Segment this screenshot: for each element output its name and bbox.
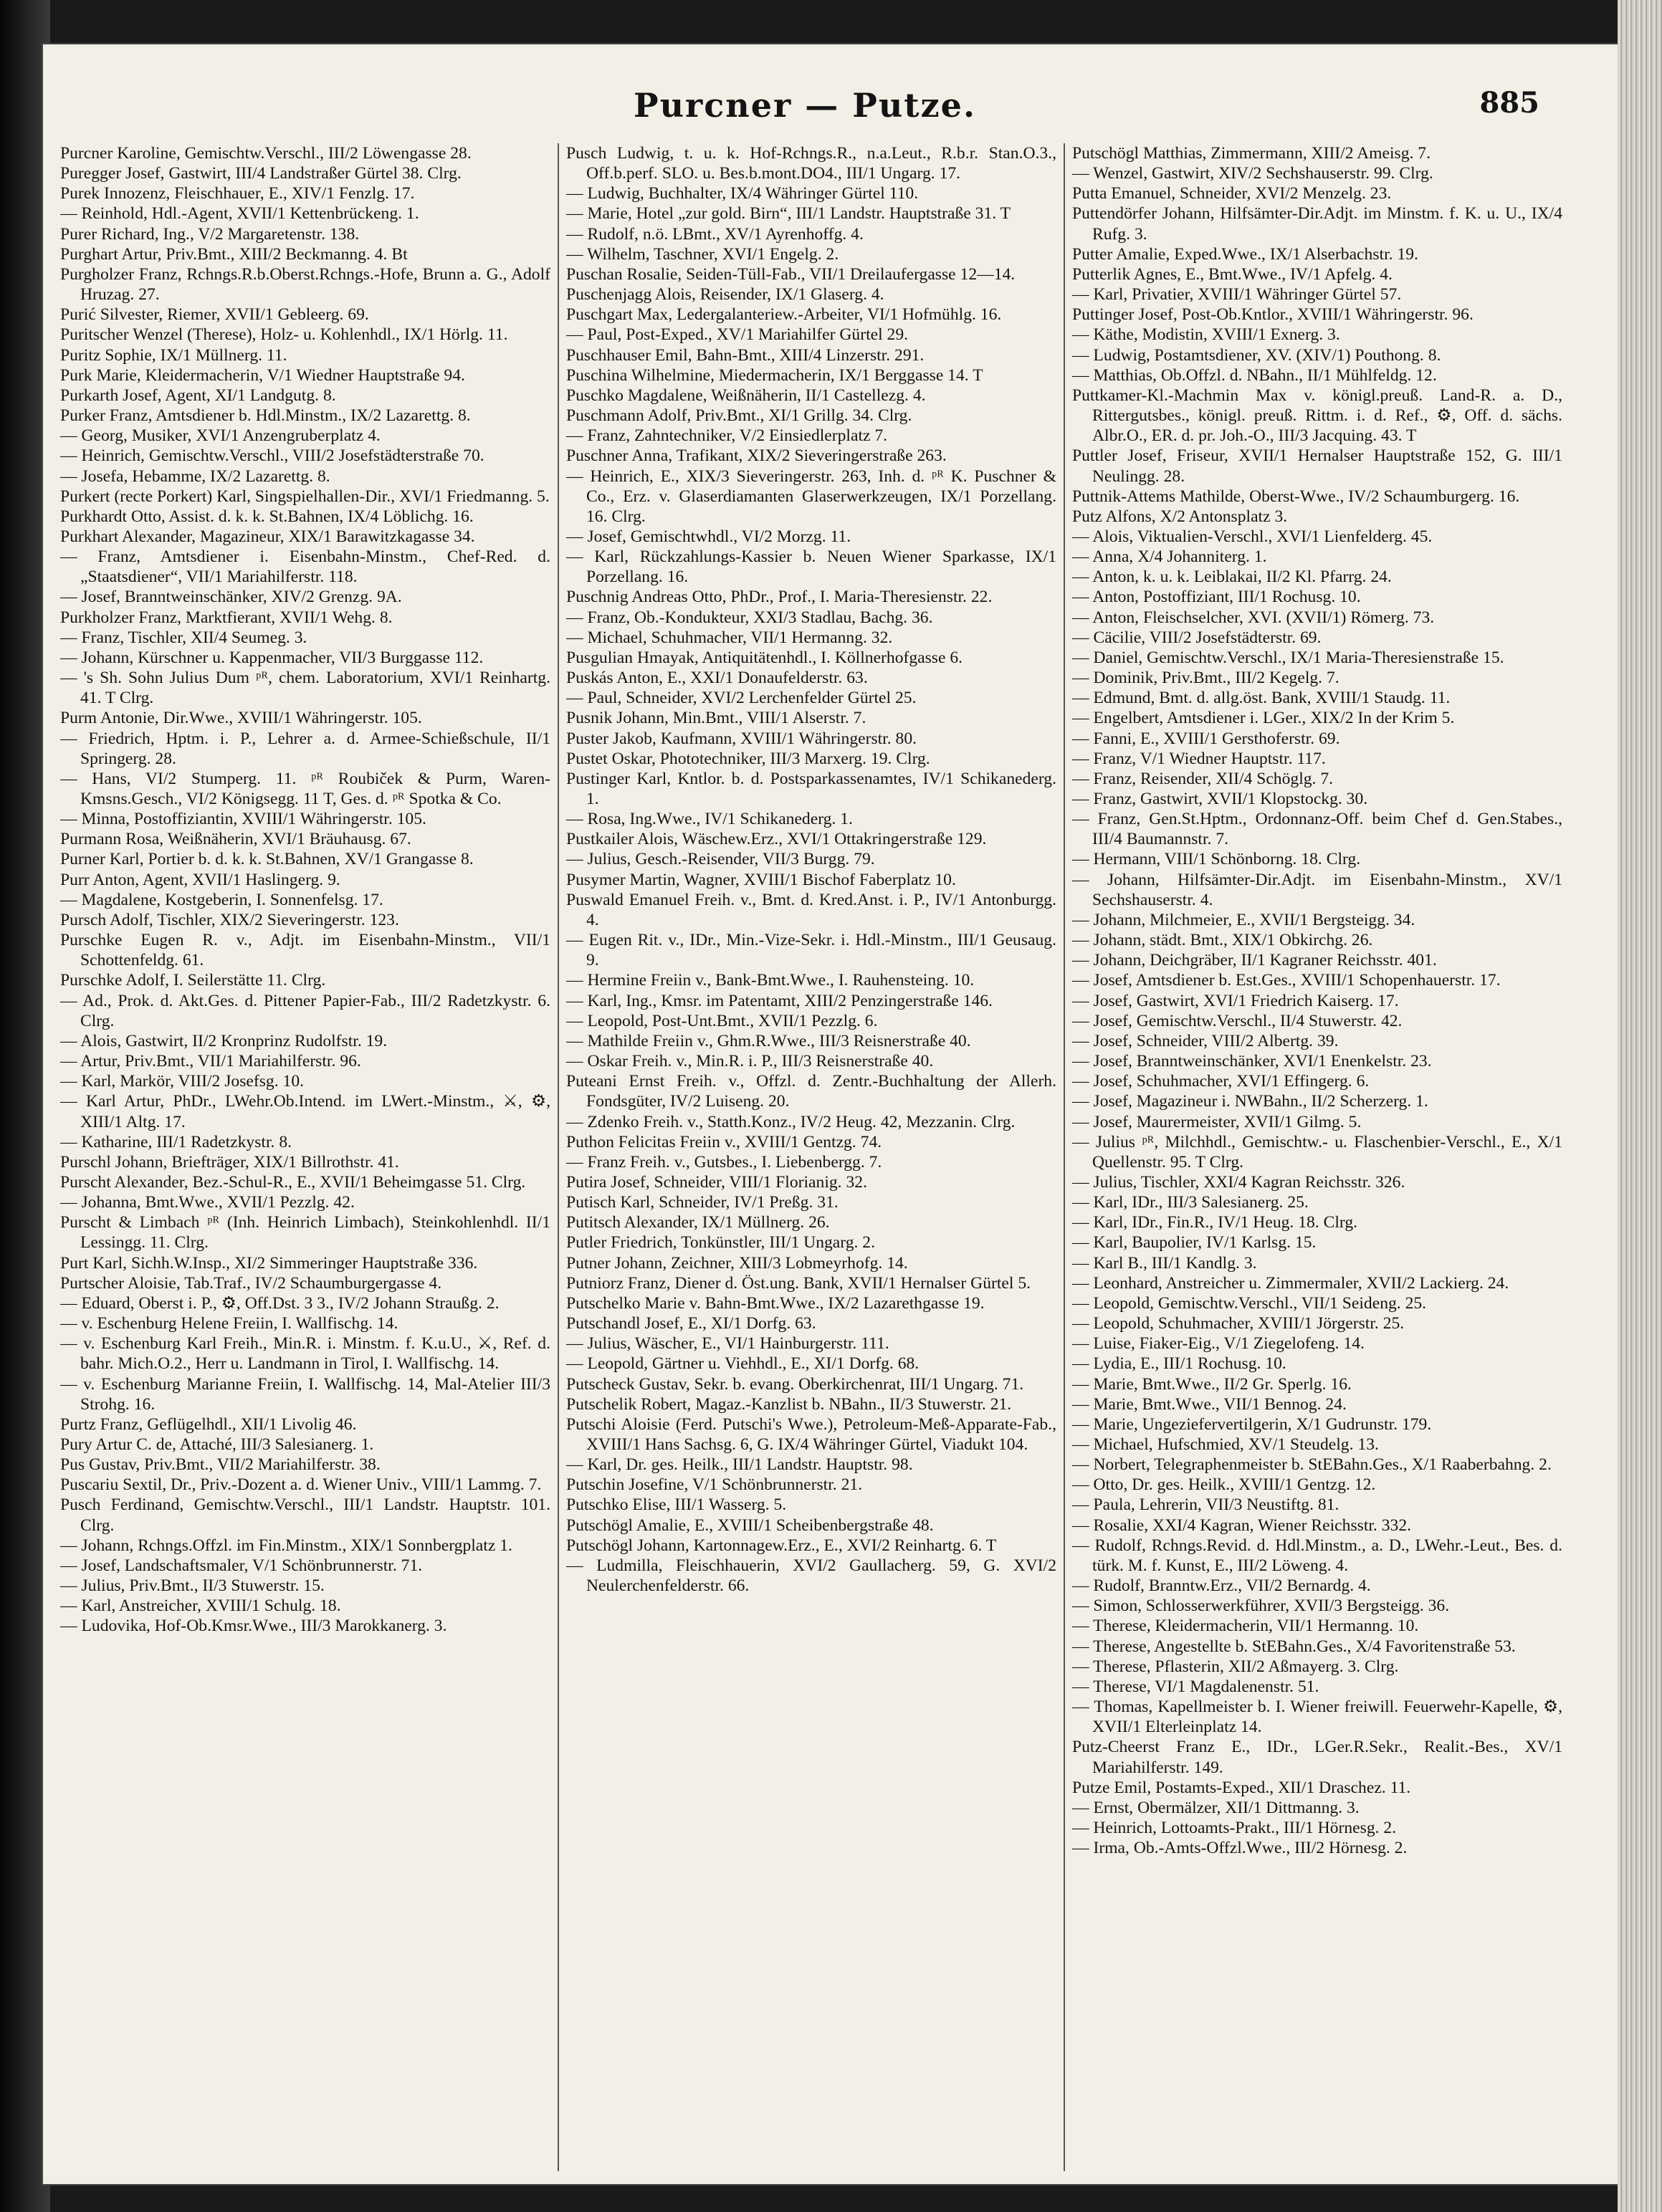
directory-entry: — Johann, Milchmeier, E., XVII/1 Bergsteigg. 34.: [1072, 910, 1415, 929]
directory-entry: — Dominik, Priv.Bmt., III/2 Kegelg. 7.: [1072, 669, 1339, 688]
directory-entry: — Marie, Bmt.Wwe., VII/1 Bennog. 24.: [1072, 1394, 1347, 1414]
directory-entry: — Ernst, Obermälzer, XII/1 Dittmanng. 3.: [1072, 1798, 1360, 1817]
directory-entry: Puschenjagg Alois, Reisender, IX/1 Glaserg. 4.: [566, 285, 884, 305]
directory-entry: Purker Franz, Amtsdiener b. Hdl.Minstm., IX/2 Lazarettg. 8.: [60, 406, 471, 426]
directory-entry: — Anton, k. u. k. Leiblakai, II/2 Kl. Pfarrg. 24.: [1072, 568, 1392, 587]
directory-entry: — Marie, Bmt.Wwe., II/2 Gr. Sperlg. 16.: [1072, 1374, 1352, 1394]
directory-entry: Puttnik-Attems Mathilde, Oberst-Wwe., IV/2 Schaumburgerg. 16.: [1072, 487, 1520, 506]
directory-entry: Putisch Karl, Schneider, IV/1 Preßg. 31.: [566, 1193, 839, 1212]
directory-entry: Purgholzer Franz, Rchngs.R.b.Oberst.Rchngs.-Hofe, Brunn a. G., Adolf Hruzag. 27.: [60, 264, 550, 305]
directory-entry: — Rosalie, XXI/4 Kagran, Wiener Reichsstr. 332.: [1072, 1516, 1412, 1535]
directory-entry: Putta Emanuel, Schneider, XVI/2 Menzelg. 23.: [1072, 184, 1392, 204]
directory-entry: Pusgulian Hmayak, Antiquitätenhdl., I. Köllnerhofgasse 6.: [566, 648, 963, 667]
directory-entry: — Anton, Fleischselcher, XVI. (XVII/1) Römerg. 73.: [1072, 608, 1435, 627]
directory-entry: Putira Josef, Schneider, VIII/1 Florianig. 32.: [566, 1172, 867, 1192]
directory-entry: Putschelko Marie v. Bahn-Bmt.Wwe., IX/2 Lazarethgasse 19.: [566, 1293, 985, 1313]
directory-entry: Puskás Anton, E., XXI/1 Donaufelderstr. 63.: [566, 669, 868, 688]
directory-entry: — Hermann, VIII/1 Schönborng. 18. Clrg.: [1072, 850, 1361, 869]
directory-entry: — Heinrich, Gemischtw.Verschl., VIII/2 Josefstädterstraße 70.: [60, 446, 484, 466]
directory-entry: — Karl, IDr., Fin.R., IV/1 Heug. 18. Clrg.: [1072, 1213, 1358, 1232]
directory-entry: — Julius, Priv.Bmt., II/3 Stuwerstr. 15.: [60, 1576, 325, 1596]
directory-entry: Purkhart Alexander, Magazineur, XIX/1 Barawitzkagasse 34.: [60, 527, 475, 546]
directory-entry: Purkert (recte Porkert) Karl, Singspielhallen-Dir., XVI/1 Friedmanng. 5.: [60, 487, 550, 506]
directory-entry: Purmann Rosa, Weißnäherin, XVI/1 Bräuhausg. 67.: [60, 830, 411, 849]
directory-entry: Putschin Josefine, V/1 Schönbrunnerstr. 21.: [566, 1475, 863, 1495]
directory-entry: — Georg, Musiker, XVI/1 Anzengruberplatz 4.: [60, 426, 381, 446]
directory-entry: Purtscher Aloisie, Tab.Traf., IV/2 Schaumburgergasse 4.: [60, 1273, 442, 1293]
directory-entry: — Magdalene, Kostgeberin, I. Sonnenfelsg. 17.: [60, 890, 383, 909]
book-page-edges: [1618, 0, 1662, 2212]
directory-entry: Purer Richard, Ing., V/2 Margaretenstr. 138.: [60, 224, 360, 244]
directory-entry: Purek Innozenz, Fleischhauer, E., XIV/1 Fenzlg. 17.: [60, 184, 415, 204]
directory-entry: Putschko Elise, III/1 Wasserg. 5.: [566, 1495, 787, 1515]
directory-entry: — Therese, Pflasterin, XII/2 Aßmayerg. 3. Clrg.: [1072, 1657, 1399, 1676]
directory-entry: — Anna, X/4 Johanniterg. 1.: [1072, 547, 1267, 567]
directory-entry: — Matthias, Ob.Offzl. d. NBahn., II/1 Mühlfeldg. 12.: [1072, 365, 1437, 385]
directory-entry: Puschner Anna, Trafikant, XIX/2 Sieveringerstraße 263.: [566, 446, 947, 466]
directory-entry: — Karl, Ing., Kmsr. im Patentamt, XIII/2 Penzingerstraße 146.: [566, 991, 993, 1010]
directory-entry: — Josef, Landschaftsmaler, V/1 Schönbrunnerstr. 71.: [60, 1556, 423, 1575]
directory-entry: — Josef, Schuhmacher, XVI/1 Effingerg. 6.: [1072, 1072, 1370, 1091]
directory-entry: — Katharine, III/1 Radetzkystr. 8.: [60, 1132, 292, 1152]
directory-entry: Putschi Aloisie (Ferd. Putschi's Wwe.), Petroleum-Meß-Apparate-Fab., XVIII/1 Hans Sachsg. 6, G. IX/4 Währinger Gürtel, Viadukt 104.: [566, 1414, 1056, 1454]
directory-entry: — Artur, Priv.Bmt., VII/1 Mariahilferstr. 96.: [60, 1052, 361, 1071]
directory-entry: Puregger Josef, Gastwirt, III/4 Landstraßer Gürtel 38. Clrg.: [60, 164, 462, 183]
directory-entry: — Heinrich, E., XIX/3 Sieveringerstr. 263, Inh. d. ᵖᴿ K. Puschner & Co., Erz. v. Glaserdiamanten Glaserwerkzeugen, IX/1 Porzellang. 16. Clrg.: [566, 466, 1056, 526]
directory-entry: — Karl, Dr. ges. Heilk., III/1 Landstr. Hauptstr. 98.: [566, 1455, 913, 1475]
directory-entry: Putz-Cheerst Franz E., IDr., LGer.R.Sekr., Realit.-Bes., XV/1 Mariahilferstr. 149.: [1072, 1738, 1562, 1777]
directory-entry: Putschögl Matthias, Zimmermann, XIII/2 Ameisg. 7.: [1072, 144, 1431, 163]
directory-entry: — Karl, Baupolier, IV/1 Karlsg. 15.: [1072, 1233, 1317, 1253]
directory-entry: — Mathilde Freiin v., Ghm.R.Wwe., III/3 Reisnerstraße 40.: [566, 1031, 971, 1050]
directory-entry: Puttler Josef, Friseur, XVII/1 Hernalser Hauptstraße 152, G. III/1 Neulingg. 28.: [1072, 446, 1562, 486]
directory-entry: — Wenzel, Gastwirt, XIV/2 Sechshauserstr. 99. Clrg.: [1072, 164, 1433, 183]
directory-entry: Putschögl Johann, Kartonnagew.Erz., E., XVI/2 Reinhartg. 6. T: [566, 1536, 997, 1555]
directory-entry: — Josef, Maurermeister, XVII/1 Gilmg. 5.: [1072, 1112, 1362, 1131]
directory-entry: Purghart Artur, Priv.Bmt., XIII/2 Beckmanng. 4. Bt: [60, 244, 408, 264]
directory-entry: — Leopold, Post-Unt.Bmt., XVII/1 Pezzlg. 6.: [566, 1011, 878, 1030]
directory-entry: Purscht & Limbach ᵖᴿ (Inh. Heinrich Limbach), Steinkohlenhdl. II/1 Lessingg. 11. Clrg.: [60, 1213, 550, 1253]
directory-entry: — Josef, Branntweinschänker, XIV/2 Grenzg. 9A.: [60, 588, 402, 607]
directory-entry: Pustkailer Alois, Wäschew.Erz., XVI/1 Ottakringerstraße 129.: [566, 830, 987, 849]
directory-entry: Purk Marie, Kleidermacherin, V/1 Wiedner Hauptstraße 94.: [60, 365, 465, 385]
directory-entry: — Friedrich, Hptm. i. P., Lehrer a. d. Armee-Schießschule, II/1 Springerg. 28.: [60, 729, 550, 768]
directory-entry: Purr Anton, Agent, XVII/1 Haslingerg. 9.: [60, 870, 340, 889]
directory-entry: — Paul, Schneider, XVI/2 Lerchenfelder Gürtel 25.: [566, 689, 917, 708]
directory-entry: — Simon, Schlosserwerkführer, XVII/3 Bergsteigg. 36.: [1072, 1596, 1450, 1616]
directory-entry: — Karl Artur, PhDr., LWehr.Ob.Intend. im LWert.-Minstm., ⚔, ⚙, XIII/1 Altg. 17.: [60, 1092, 550, 1131]
directory-entry: — Wilhelm, Taschner, XVI/1 Engelg. 2.: [566, 244, 839, 264]
directory-entry: Putschandl Josef, E., XI/1 Dorfg. 63.: [566, 1314, 816, 1334]
directory-entry: — v. Eschenburg Marianne Freiin, I. Wallfischg. 14, Mal-Atelier III/3 Strohg. 16.: [60, 1374, 550, 1414]
column-divider: [558, 143, 559, 2171]
directory-entry: Pusnik Johann, Min.Bmt., VIII/1 Alserstr. 7.: [566, 709, 866, 728]
directory-entry: Pus Gustav, Priv.Bmt., VII/2 Mariahilferstr. 38.: [60, 1455, 381, 1475]
directory-entry: — Otto, Dr. ges. Heilk., XVIII/1 Gentzg. 12.: [1072, 1475, 1376, 1495]
directory-entry: Putniorz Franz, Diener d. Öst.ung. Bank, XVII/1 Hernalser Gürtel 5.: [566, 1273, 1031, 1293]
directory-entry: — Leopold, Gemischtw.Verschl., VII/1 Seideng. 25.: [1072, 1293, 1427, 1313]
directory-entry: — Johann, Hilfsämter-Dir.Adjt. im Eisenbahn-Minstm., XV/1 Sechshauserstr. 4.: [1072, 870, 1562, 909]
directory-entry: — Marie, Ungeziefervertilgerin, X/1 Gudrunstr. 179.: [1072, 1414, 1432, 1434]
directory-entry: — Michael, Hufschmied, XV/1 Steudelg. 13.: [1072, 1435, 1379, 1454]
directory-entry: — Josef, Gemischtwhdl., VI/2 Morzg. 11.: [566, 527, 851, 546]
directory-entry: — Johann, Deichgräber, II/1 Kagraner Reichsstr. 401.: [1072, 951, 1437, 970]
directory-column-3: [1072, 143, 1562, 2171]
directory-entry: Puritscher Wenzel (Therese), Holz- u. Kohlenhdl., IX/1 Hörlg. 11.: [60, 325, 508, 345]
directory-entry: — v. Eschenburg Karl Freih., Min.R. i. Minstm. f. K.u.U., ⚔, Ref. d. bahr. Mich.O.2., Herr u. Landmann in Tirol, I. Wallfischg. 14.: [60, 1334, 550, 1374]
directory-entry: Purt Karl, Sichh.W.Insp., XI/2 Simmeringer Hauptstraße 336.: [60, 1253, 478, 1273]
directory-entry: — Rosa, Ing.Wwe., IV/1 Schikanederg. 1.: [566, 810, 853, 829]
directory-entry: — Rudolf, n.ö. LBmt., XV/1 Ayrenhoffg. 4.: [566, 224, 864, 244]
directory-entry: — Josefa, Hebamme, IX/2 Lazarettg. 8.: [60, 466, 330, 486]
directory-entry: — Paul, Post-Exped., XV/1 Mariahilfer Gürtel 29.: [566, 325, 909, 345]
directory-entry: — Käthe, Modistin, XVIII/1 Exnerg. 3.: [1072, 325, 1340, 345]
directory-entry: Purkholzer Franz, Marktfierant, XVII/1 Wehg. 8.: [60, 608, 393, 627]
directory-entry: Purkhardt Otto, Assist. d. k. k. St.Bahnen, IX/4 Löblichg. 16.: [60, 507, 474, 526]
directory-entry: Putschögl Amalie, E., XVIII/1 Scheibenbergstraße 48.: [566, 1516, 934, 1535]
directory-entry: — Karl, Anstreicher, XVIII/1 Schulg. 18.: [60, 1596, 341, 1616]
directory-entry: — Paula, Lehrerin, VII/3 Neustiftg. 81.: [1072, 1495, 1339, 1515]
directory-entry: — Franz, Tischler, XII/4 Seumeg. 3.: [60, 628, 307, 647]
directory-entry: — Engelbert, Amtsdiener i. LGer., XIX/2 In der Krim 5.: [1072, 709, 1455, 728]
directory-entry: — Josef, Amtsdiener b. Est.Ges., XVIII/1 Schopenhauerstr. 17.: [1072, 971, 1501, 990]
directory-entry: — Marie, Hotel „zur gold. Birn“, III/1 Landstr. Hauptstraße 31. T: [566, 204, 1011, 224]
directory-entry: — Franz, V/1 Wiedner Hauptstr. 117.: [1072, 749, 1326, 768]
directory-entry: — Leopold, Schuhmacher, XVIII/1 Jörgerstr. 25.: [1072, 1314, 1405, 1334]
directory-entry: Putter Amalie, Exped.Wwe., IX/1 Alserbachstr. 19.: [1072, 244, 1418, 264]
directory-entry: Purkarth Josef, Agent, XI/1 Landgutg. 8.: [60, 386, 336, 405]
page-number: 885: [1479, 86, 1539, 120]
directory-entry: Putterlik Agnes, E., Bmt.Wwe., IV/1 Apfelg. 4.: [1072, 264, 1393, 284]
directory-entry: — Franz, Ob.-Kondukteur, XXI/3 Stadlau, Bachg. 36.: [566, 608, 933, 627]
directory-entry: Purner Karl, Portier b. d. k. k. St.Bahnen, XV/1 Grangasse 8.: [60, 850, 474, 869]
directory-entry: Pursch Adolf, Tischler, XIX/2 Sieveringerstr. 123.: [60, 910, 399, 929]
page-title: Purcner — Putze.: [634, 86, 976, 125]
directory-entry: — Rudolf, Branntw.Erz., VII/2 Bernardg. 4.: [1072, 1576, 1371, 1596]
directory-entry: Purschl Johann, Briefträger, XIX/1 Billrothstr. 41.: [60, 1152, 399, 1172]
directory-entry: Putz Alfons, X/2 Antonsplatz 3.: [1072, 507, 1288, 526]
directory-entry: Purscht Alexander, Bez.-Schul-R., E., XVII/1 Beheimgasse 51. Clrg.: [60, 1172, 526, 1192]
directory-entry: — Fanni, E., XVIII/1 Gersthoferstr. 69.: [1072, 729, 1340, 748]
directory-entry: — Therese, VI/1 Magdalenenstr. 51.: [1072, 1677, 1319, 1696]
directory-entry: — Johann, städt. Bmt., XIX/1 Obkirchg. 26.: [1072, 931, 1373, 950]
column-divider: [1064, 143, 1065, 2171]
directory-entry: Putner Johann, Zeichner, XIII/3 Lobmeyrhofg. 14.: [566, 1253, 908, 1273]
directory-entry: — Cäcilie, VIII/2 Josefstädterstr. 69.: [1072, 628, 1322, 647]
directory-entry: Puritz Sophie, IX/1 Müllnerg. 11.: [60, 345, 287, 365]
directory-page: [42, 43, 1627, 2185]
directory-entry: — Johann, Kürschner u. Kappenmacher, VII/3 Burggasse 112.: [60, 648, 484, 667]
directory-entry: — Franz, Amtsdiener i. Eisenbahn-Minstm., Chef-Red. d. „Staatsdiener“, VII/1 Mariahilferstr. 118.: [60, 547, 550, 587]
directory-entry: Purcner Karoline, Gemischtw.Verschl., III/2 Löwengasse 28.: [60, 144, 472, 163]
directory-entry: — Franz, Zahntechniker, V/2 Einsiedlerplatz 7.: [566, 426, 888, 446]
directory-entry: — Josef, Gastwirt, XVI/1 Friedrich Kaiserg. 17.: [1072, 991, 1399, 1010]
directory-entry: Pusch Ludwig, t. u. k. Hof-Rchngs.R., n.a.Leut., R.b.r. Stan.O.3., Off.b.perf. SLO. u. Bes.b.mont.DO4., III/1 Ungarg. 17.: [566, 144, 1056, 183]
directory-entry: Puschina Wilhelmine, Miedermacherin, IX/1 Berggasse 14. T: [566, 365, 983, 385]
directory-entry: — Johanna, Bmt.Wwe., XVII/1 Pezzlg. 42.: [60, 1193, 355, 1212]
directory-entry: Puttkamer-Kl.-Machmin Max v. königl.preuß. Land-R. a. D., Rittergutsbes., königl. preuß. Rittm. i. d. Ref., ⚙, Off. d. sächs. Albr.O., ER. d. pr. Joh.-O., III/3 Jacquing. 43. T: [1072, 386, 1562, 446]
directory-entry: — Leopold, Gärtner u. Viehhdl., E., XI/1 Dorfg. 68.: [566, 1354, 920, 1374]
directory-entry: — Eduard, Oberst i. P., ⚙, Off.Dst. 3 3., IV/2 Johann Straußg. 2.: [60, 1293, 500, 1313]
directory-entry: — Josef, Branntweinschänker, XVI/1 Enenkelstr. 23.: [1072, 1052, 1432, 1071]
directory-entry: — Lydia, E., III/1 Rochusg. 10.: [1072, 1354, 1286, 1374]
directory-column-2: [566, 143, 1056, 2171]
directory-entry: — Ludwig, Buchhalter, IX/4 Währinger Gürtel 110.: [566, 184, 919, 204]
directory-entry: — Therese, Kleidermacherin, VII/1 Hermanng. 10.: [1072, 1617, 1419, 1636]
directory-entry: — Alois, Gastwirt, II/2 Kronprinz Rudolfstr. 19.: [60, 1031, 388, 1050]
directory-columns: [60, 143, 1562, 2171]
directory-entry: Pustinger Karl, Kntlor. b. d. Postsparkassenamtes, IV/1 Schikanederg. 1.: [566, 769, 1056, 808]
directory-entry: Pusch Ferdinand, Gemischtw.Verschl., III/1 Landstr. Hauptstr. 101. Clrg.: [60, 1495, 550, 1535]
directory-entry: — Heinrich, Lottoamts-Prakt., III/1 Hörnesg. 2.: [1072, 1818, 1397, 1837]
directory-entry: — v. Eschenburg Helene Freiin, I. Wallfischg. 14.: [60, 1314, 398, 1334]
directory-entry: — Irma, Ob.-Amts-Offzl.Wwe., III/2 Hörnesg. 2.: [1072, 1839, 1408, 1858]
directory-entry: — Karl, IDr., III/3 Salesianerg. 25.: [1072, 1193, 1309, 1212]
directory-entry: — Zdenko Freih. v., Statth.Konz., IV/2 Heug. 42, Mezzanin. Clrg.: [566, 1112, 1016, 1131]
directory-entry: — Karl, Privatier, XVIII/1 Währinger Gürtel 57.: [1072, 285, 1402, 305]
directory-entry: — Franz, Gastwirt, XVII/1 Klopstockg. 30.: [1072, 790, 1368, 808]
directory-entry: — Leonhard, Anstreicher u. Zimmermaler, XVII/2 Lackierg. 24.: [1072, 1273, 1509, 1293]
directory-entry: — Franz, Reisender, XII/4 Schöglg. 7.: [1072, 769, 1334, 788]
directory-entry: Purtz Franz, Geflügelhdl., XII/1 Livolig 46.: [60, 1414, 357, 1434]
directory-entry: — Luise, Fiaker-Eig., V/1 Ziegelofeng. 14.: [1072, 1334, 1365, 1354]
directory-entry: — Therese, Angestellte b. StEBahn.Ges., X/4 Favoritenstraße 53.: [1072, 1637, 1516, 1656]
directory-entry: — Alois, Viktualien-Verschl., XVI/1 Lienfelderg. 45.: [1072, 527, 1433, 546]
directory-entry: — Julius, Wäscher, E., VI/1 Hainburgerstr. 111.: [566, 1334, 889, 1354]
directory-entry: Putscheck Gustav, Sekr. b. evang. Oberkirchenrat, III/1 Ungarg. 71.: [566, 1374, 1024, 1394]
directory-entry: Pusymer Martin, Wagner, XVIII/1 Bischof Faberplatz 10.: [566, 870, 956, 889]
directory-entry: — Anton, Postoffiziant, III/1 Rochusg. 10.: [1072, 588, 1361, 607]
directory-entry: — Julius, Tischler, XXI/4 Kagran Reichsstr. 326.: [1072, 1172, 1405, 1192]
directory-entry: Purschke Eugen R. v., Adjt. im Eisenbahn-Minstm., VII/1 Schottenfeldg. 61.: [60, 931, 550, 970]
directory-entry: Puschnig Andreas Otto, PhDr., Prof., I. Maria-Theresienstr. 22.: [566, 588, 993, 607]
directory-entry: Puschko Magdalene, Weißnäherin, II/1 Castellezg. 4.: [566, 386, 926, 405]
directory-entry: Puster Jakob, Kaufmann, XVIII/1 Währingerstr. 80.: [566, 729, 917, 748]
directory-entry: — Josef, Gemischtw.Verschl., II/4 Stuwerstr. 42.: [1072, 1011, 1403, 1030]
directory-entry: — Ludwig, Postamtsdiener, XV. (XIV/1) Pouthong. 8.: [1072, 345, 1441, 365]
directory-entry: — Rudolf, Rchngs.Revid. d. Hdl.Minstm., a. D., LWehr.-Leut., Bes. d. türk. M. f. Kunst, E., III/2 Löweng. 4.: [1072, 1536, 1562, 1575]
directory-entry: Puttendörfer Johann, Hilfsämter-Dir.Adjt. im Minstm. f. K. u. U., IX/4 Rufg. 3.: [1072, 204, 1562, 244]
directory-entry: — Hermine Freiin v., Bank-Bmt.Wwe., I. Rauhensteing. 10.: [566, 971, 975, 990]
directory-entry: Purschke Adolf, I. Seilerstätte 11. Clrg.: [60, 971, 326, 990]
directory-entry: — Oskar Freih. v., Min.R. i. P., III/3 Reisnerstraße 40.: [566, 1052, 934, 1071]
directory-entry: Putschelik Robert, Magaz.-Kanzlist b. NBahn., II/3 Stuwerstr. 21.: [566, 1394, 1012, 1414]
directory-entry: — Thomas, Kapellmeister b. I. Wiener freiwill. Feuerwehr-Kapelle, ⚙, XVII/1 Elterleinplatz 14.: [1072, 1698, 1562, 1737]
directory-entry: Purić Silvester, Riemer, XVII/1 Gebleerg. 69.: [60, 305, 369, 325]
directory-entry: Putze Emil, Postamts-Exped., XII/1 Draschez. 11.: [1072, 1778, 1411, 1797]
directory-entry: Puscariu Sextil, Dr., Priv.-Dozent a. d. Wiener Univ., VIII/1 Lammg. 7.: [60, 1475, 542, 1495]
directory-entry: — Minna, Postoffiziantin, XVIII/1 Währingerstr. 105.: [60, 810, 426, 829]
directory-entry: Pustet Oskar, Phototechniker, III/3 Marxerg. 19. Clrg.: [566, 749, 930, 768]
directory-entry: — Karl, Markör, VIII/2 Josefsg. 10.: [60, 1072, 305, 1091]
directory-column-1: [60, 143, 550, 2171]
directory-entry: Putler Friedrich, Tonkünstler, III/1 Ungarg. 2.: [566, 1233, 875, 1253]
directory-entry: — Franz Freih. v., Gutsbes., I. Liebenbergg. 7.: [566, 1152, 882, 1172]
directory-entry: — Daniel, Gemischtw.Verschl., IX/1 Maria-Theresienstraße 15.: [1072, 648, 1504, 667]
directory-entry: — Franz, Gen.St.Hptm., Ordonnanz-Off. beim Chef d. Gen.Stabes., III/4 Baumannstr. 7.: [1072, 810, 1562, 849]
directory-entry: — Julius ᵖᴿ, Milchhdl., Gemischtw.- u. Flaschenbier-Verschl., E., X/1 Quellenstr. 95. T Clrg.: [1072, 1132, 1562, 1172]
directory-entry: — Josef, Schneider, VIII/2 Albertg. 39.: [1072, 1031, 1339, 1050]
directory-entry: Purm Antonie, Dir.Wwe., XVIII/1 Währingerstr. 105.: [60, 709, 422, 728]
page-header: [42, 86, 1568, 143]
directory-entry: — Ad., Prok. d. Akt.Ges. d. Pittener Papier-Fab., III/2 Radetzkystr. 6. Clrg.: [60, 991, 550, 1030]
directory-entry: — Michael, Schuhmacher, VII/1 Hermanng. 32.: [566, 628, 893, 647]
directory-entry: — Eugen Rit. v., IDr., Min.-Vize-Sekr. i. Hdl.-Minstm., III/1 Geusaug. 9.: [566, 931, 1056, 970]
directory-entry: — Karl, Rückzahlungs-Kassier b. Neuen Wiener Sparkasse, IX/1 Porzellang. 16.: [566, 547, 1056, 587]
directory-entry: — Josef, Magazineur i. NWBahn., II/2 Scherzerg. 1.: [1072, 1092, 1428, 1111]
directory-entry: Puschan Rosalie, Seiden-Tüll-Fab., VII/1 Dreilaufergasse 12—14.: [566, 264, 1016, 284]
directory-entry: Pury Artur C. de, Attaché, III/3 Salesianerg. 1.: [60, 1435, 374, 1454]
directory-entry: Puthon Felicitas Freiin v., XVIII/1 Gentzg. 74.: [566, 1132, 882, 1152]
directory-entry: Puschmann Adolf, Priv.Bmt., XI/1 Grillg. 34. Clrg.: [566, 406, 912, 426]
directory-entry: Puschgart Max, Ledergalanteriew.-Arbeiter, VI/1 Hofmühlg. 16.: [566, 305, 1002, 325]
directory-entry: — Reinhold, Hdl.-Agent, XVII/1 Kettenbrückeng. 1.: [60, 204, 419, 224]
directory-entry: — Karl B., III/1 Kandlg. 3.: [1072, 1253, 1257, 1273]
directory-entry: Puteani Ernst Freih. v., Offzl. d. Zentr.-Buchhaltung der Allerh. Fondsgüter, IV/2 Luiseng. 20.: [566, 1072, 1056, 1111]
directory-entry: Puswald Emanuel Freih. v., Bmt. d. Kred.Anst. i. P., IV/1 Antonburgg. 4.: [566, 890, 1056, 929]
directory-entry: — Norbert, Telegraphenmeister b. StEBahn.Ges., X/1 Raaberbahng. 2.: [1072, 1455, 1552, 1475]
directory-entry: Putitsch Alexander, IX/1 Müllnerg. 26.: [566, 1213, 830, 1232]
directory-entry: Puschhauser Emil, Bahn-Bmt., XIII/4 Linzerstr. 291.: [566, 345, 925, 365]
directory-entry: — Ludmilla, Fleischhauerin, XVI/2 Gaullacherg. 59, G. XVI/2 Neulerchenfelderstr. 66.: [566, 1556, 1056, 1596]
directory-entry: — Julius, Gesch.-Reisender, VII/3 Burgg. 79.: [566, 850, 875, 869]
directory-entry: — Edmund, Bmt. d. allg.öst. Bank, XVIII/1 Staudg. 11.: [1072, 689, 1451, 708]
directory-entry: — Hans, VI/2 Stumperg. 11. ᵖᴿ Roubiček & Purm, Waren-Kmsns.Gesch., VI/2 Königsegg. 11 T, Ges. d. ᵖᴿ Spotka & Co.: [60, 769, 550, 808]
directory-entry: — Ludovika, Hof-Ob.Kmsr.Wwe., III/3 Marokkanerg. 3.: [60, 1617, 447, 1636]
directory-entry: — Johann, Rchngs.Offzl. im Fin.Minstm., XIX/1 Sonnbergplatz 1.: [60, 1536, 512, 1555]
directory-entry: — 's Sh. Sohn Julius Dum ᵖᴿ, chem. Laboratorium, XVI/1 Reinhartg. 41. T Clrg.: [60, 669, 550, 708]
directory-entry: Puttinger Josef, Post-Ob.Kntlor., XVIII/1 Währingerstr. 96.: [1072, 305, 1474, 325]
